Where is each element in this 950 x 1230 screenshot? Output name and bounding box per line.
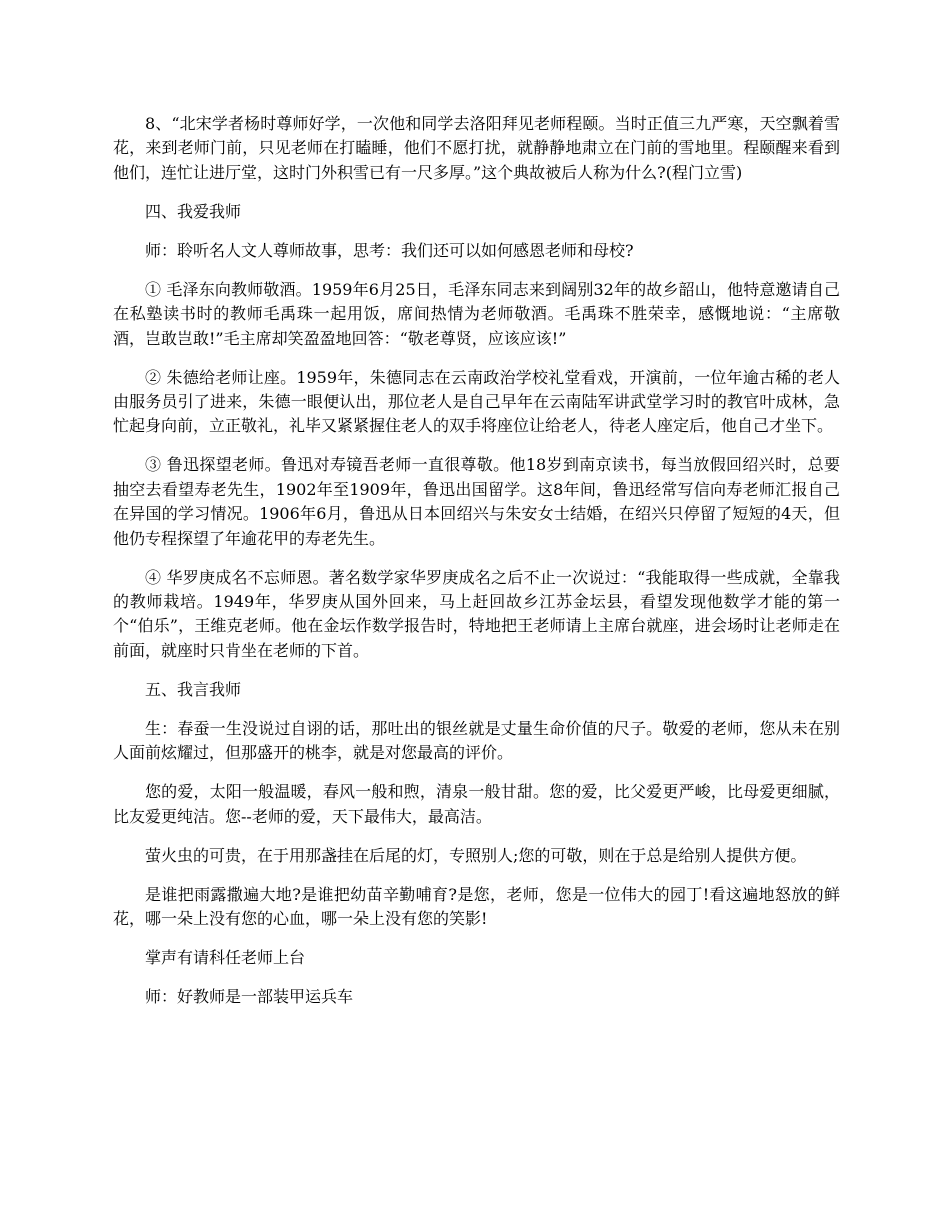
paragraph-story-1: ① 毛泽东向教师敬酒。1959年6月25日，毛泽东同志来到阔别32年的故乡韶山，他特意邀请自己在私塾读书时的教师毛禹珠一起用饭，席间热情为老师敬酒。毛禹珠不胜荣幸，感慨地说：“主席敬酒，岂敢岂敢!”毛主席却笑盈盈地回答：“敬老尊贤，应该应该!”	[113, 279, 840, 348]
paragraph-story-3: ③ 鲁迅探望老师。鲁迅对寿镜吾老师一直很尊敬。他18岁到南京读书，每当放假回绍兴时，总要抽空去看望寿老先生，1902年至1909年，鲁迅出国留学。这8年间，鲁迅经常写信向寿老师汇报自己在异国的学习情况。1906年6月，鲁迅从日本回绍兴与朱安女士结婚，在绍兴只停留了短短的4天，但他仍专程探望了年逾花甲的寿老先生。	[113, 455, 840, 548]
section-heading-5: 五、我言我师	[145, 679, 242, 699]
paragraph-teacher-prompt: 师：聆听名人文人尊师故事，思考：我们还可以如何感恩老师和母校?	[145, 240, 634, 260]
paragraph-applause: 掌声有请科任老师上台	[145, 948, 306, 968]
paragraph-story-2: ② 朱德给老师让座。1959年，朱德同志在云南政治学校礼堂看戏，开演前，一位年逾古稀的老人由服务员引了进来，朱德一眼便认出，那位老人是自己早年在云南陆军讲武堂学习时的教官叶成林，急忙起身向前，立正敬礼，礼毕又紧紧握住老人的双手将座位让给老人，待老人座定后，他自己才坐下。	[113, 367, 840, 436]
paragraph-gardener: 是谁把雨露撒遍大地?是谁把幼苗辛勤哺育?是您，老师，您是一位伟大的园丁!看这遍地怒放的鲜花，哪一朵上没有您的心血，哪一朵上没有您的笑影!	[113, 884, 840, 929]
paragraph-teacher-closing: 师：好教师是一部装甲运兵车	[145, 987, 354, 1007]
document-page	[113, 112, 840, 1024]
section-heading-4: 四、我爱我师	[145, 201, 242, 221]
paragraph-student-1: 生：春蚕一生没说过自诩的话，那吐出的银丝就是丈量生命价值的尺子。敬爱的老师，您从未在别人面前炫耀过，但那盛开的桃李，就是对您最高的评价。	[113, 718, 840, 763]
paragraph-question-8: 8、“北宋学者杨时尊师好学，一次他和同学去洛阳拜见老师程颐。当时正值三九严寒，天空飘着雪花，来到老师门前，只见老师在打瞌睡，他们不愿打扰，就静静地肃立在门前的雪地里。程颐醒来看到他们，连忙让进厅堂，这时门外积雪已有一尺多厚。”这个典故被后人称为什么?(程门立雪)	[113, 114, 840, 182]
paragraph-love: 您的爱，太阳一般温暖，春风一般和煦，清泉一般甘甜。您的爱，比父爱更严峻，比母爱更细腻，比友爱更纯洁。您--老师的爱，天下最伟大，最高洁。	[113, 782, 840, 826]
paragraph-story-4: ④ 华罗庚成名不忘师恩。著名数学家华罗庚成名之后不止一次说过：“我能取得一些成就，全靠我的教师栽培。1949年，华罗庚从国外回来，马上赶回故乡江苏金坛县，看望发现他数学才能的第一个“伯乐”，王维克老师。他在金坛作数学报告时，特地把王老师请上主席台就座，进会场时让老师走在前面，就座时只肯坐在老师的下首。	[113, 567, 840, 660]
paragraph-firefly: 萤火虫的可贵，在于用那盏挂在后尾的灯，专照别人;您的可敬，则在于总是给别人提供方便。	[145, 845, 807, 865]
